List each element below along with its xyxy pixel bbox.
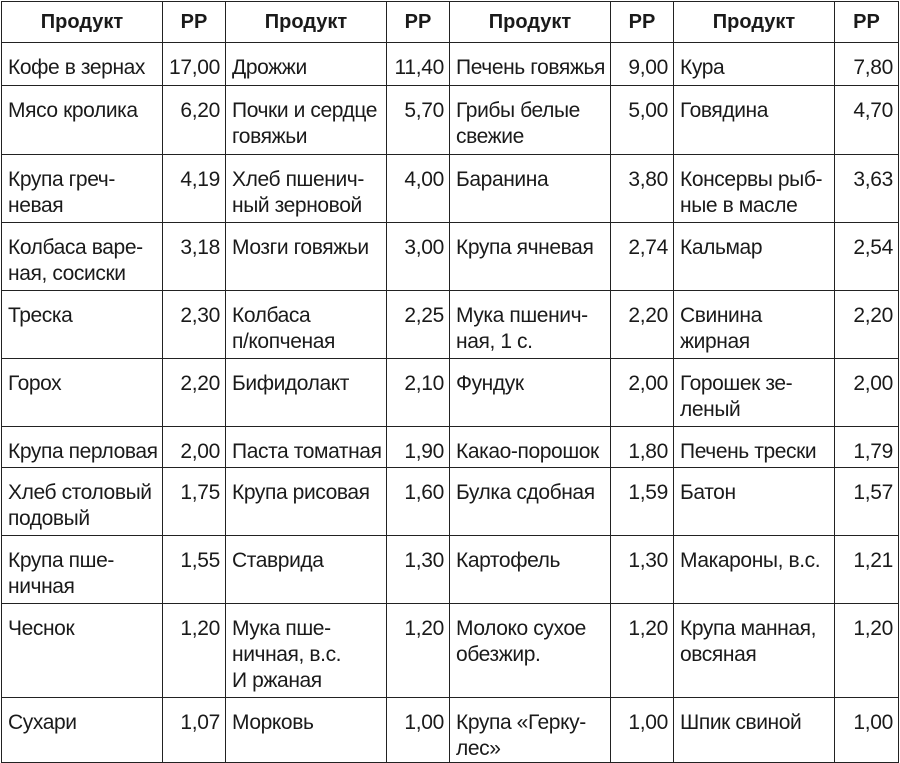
product-name: Крупа греч- невая (8, 168, 115, 217)
pp-value-cell (387, 536, 450, 604)
pp-value-cell (835, 359, 899, 427)
pp-value-cell (611, 536, 674, 604)
product-name: Крупа пше- ничная (8, 549, 114, 598)
pp-value: 1,30 (404, 549, 444, 572)
pp-value-cell (835, 223, 899, 291)
pp-value: 2,30 (180, 304, 220, 327)
pp-value-cell (835, 468, 899, 536)
pp-value-cell (163, 536, 226, 604)
product-name-cell (2, 604, 163, 698)
product-name: Шпик свиной (680, 711, 802, 734)
product-name-cell (2, 155, 163, 223)
product-name: Треска (8, 304, 73, 327)
product-name-cell (2, 223, 163, 291)
product-name-cell (450, 43, 611, 86)
product-name: Консервы рыб- ные в масле (680, 168, 823, 217)
header-row (2, 2, 899, 43)
pp-value-cell (611, 223, 674, 291)
pp-value-cell (835, 698, 899, 763)
product-name: Кальмар (680, 236, 763, 259)
pp-value-cell (387, 359, 450, 427)
pp-value: 1,21 (853, 549, 893, 572)
product-name-cell (2, 359, 163, 427)
product-name: Фундук (456, 372, 524, 395)
product-name-cell (450, 223, 611, 291)
table-row (2, 536, 899, 604)
pp-value-cell (387, 155, 450, 223)
product-name: Макароны, в.с. (680, 549, 821, 572)
product-name-cell (450, 291, 611, 359)
product-name: Грибы белые свежие (456, 99, 580, 148)
pp-value-cell (611, 427, 674, 468)
pp-value-cell (611, 155, 674, 223)
pp-value: 17,00 (168, 56, 220, 79)
pp-value: 1,20 (180, 617, 220, 640)
product-name: Мука пше- ничная, в.с. И ржаная (232, 617, 342, 692)
product-name: Ставрида (232, 549, 324, 572)
product-name-cell (226, 698, 387, 763)
table-row (2, 468, 899, 536)
pp-value: 1,00 (404, 711, 444, 734)
pp-value: 2,10 (404, 372, 444, 395)
pp-value: 1,20 (628, 617, 668, 640)
product-name: Печень трески (680, 440, 817, 463)
header-pp: РР (835, 2, 899, 43)
pp-value: 4,00 (404, 168, 444, 191)
product-name-cell (2, 86, 163, 155)
pp-value: 3,00 (404, 236, 444, 259)
pp-value-cell (387, 43, 450, 86)
header-product: Продукт (226, 2, 387, 43)
product-name-cell (226, 291, 387, 359)
product-name: Свинина жирная (680, 304, 762, 353)
header-pp: РР (163, 2, 226, 43)
product-name-cell (674, 155, 835, 223)
product-name: Мясо кролика (8, 99, 138, 122)
pp-value-cell (163, 427, 226, 468)
pp-value: 2,25 (404, 304, 444, 327)
product-name: Крупа «Герку- лес» (456, 711, 586, 760)
product-name-cell (226, 604, 387, 698)
pp-value: 1,00 (628, 711, 668, 734)
product-name-cell (226, 536, 387, 604)
product-name-cell (226, 43, 387, 86)
product-name-cell (450, 427, 611, 468)
pp-value-cell (835, 43, 899, 86)
pp-value-cell (835, 86, 899, 155)
product-name: Морковь (232, 711, 314, 734)
product-name-cell (2, 698, 163, 763)
product-name: Хлеб столовый подовый (8, 481, 152, 530)
product-name-cell (226, 86, 387, 155)
pp-value: 3,63 (853, 168, 893, 191)
product-name: Дрожжи (232, 56, 307, 79)
table-row (2, 604, 899, 698)
pp-value-cell (611, 43, 674, 86)
product-name-cell (2, 291, 163, 359)
pp-value: 1,90 (404, 440, 444, 463)
product-name-cell (450, 359, 611, 427)
pp-value-cell (163, 698, 226, 763)
pp-value: 11,40 (394, 56, 444, 79)
pp-value: 2,00 (180, 440, 220, 463)
pp-value: 2,54 (853, 236, 893, 259)
pp-value: 1,30 (628, 549, 668, 572)
product-name: Говядина (680, 99, 768, 122)
pp-value: 2,20 (180, 372, 220, 395)
table-row (2, 43, 899, 86)
pp-value: 1,79 (853, 440, 893, 463)
product-name-cell (226, 468, 387, 536)
pp-value-cell (387, 604, 450, 698)
product-name: Печень говяжья (456, 56, 605, 79)
product-name-cell (2, 536, 163, 604)
pp-value-cell (835, 291, 899, 359)
pp-value: 6,20 (180, 99, 220, 122)
product-name: Колбаса п/копченая (232, 304, 335, 353)
pp-value: 1,20 (853, 617, 893, 640)
pp-value-cell (163, 604, 226, 698)
product-name: Бифидолакт (232, 372, 349, 395)
pp-value: 1,00 (853, 711, 893, 734)
product-name: Молоко сухое обезжир. (456, 617, 586, 666)
product-name-cell (450, 604, 611, 698)
pp-value: 1,80 (628, 440, 668, 463)
pp-value: 1,75 (180, 481, 220, 504)
header-pp: РР (387, 2, 450, 43)
pp-value-cell (387, 223, 450, 291)
product-name-cell (674, 359, 835, 427)
product-name: Какао-порошок (456, 440, 599, 463)
pp-value: 4,70 (853, 99, 893, 122)
header-product: Продукт (450, 2, 611, 43)
pp-value-cell (163, 468, 226, 536)
product-name-cell (226, 223, 387, 291)
product-name-cell (226, 155, 387, 223)
product-name-cell (674, 427, 835, 468)
pp-value: 2,74 (628, 236, 668, 259)
product-name-cell (450, 155, 611, 223)
product-name: Баранина (456, 168, 549, 191)
product-name-cell (674, 291, 835, 359)
product-name-cell (2, 468, 163, 536)
product-name-cell (674, 468, 835, 536)
pp-value-cell (163, 155, 226, 223)
product-name-cell (226, 359, 387, 427)
product-name: Кура (680, 56, 725, 79)
product-name: Хлеб пшенич- ный зерновой (232, 168, 364, 217)
pp-value: 7,80 (853, 56, 893, 79)
pp-value: 2,20 (628, 304, 668, 327)
product-name: Картофель (456, 549, 561, 572)
pp-value: 2,20 (853, 304, 893, 327)
product-name: Сухари (8, 711, 77, 734)
product-name-cell (674, 86, 835, 155)
product-name: Крупа перловая (8, 440, 158, 463)
header-product: Продукт (674, 2, 835, 43)
product-name: Крупа рисовая (232, 481, 370, 504)
pp-value: 1,55 (180, 549, 220, 572)
product-name: Мука пшенич- ная, 1 с. (456, 304, 588, 353)
table-row (2, 427, 899, 468)
product-name-cell (674, 223, 835, 291)
pp-value: 1,59 (628, 481, 668, 504)
product-name-cell (674, 604, 835, 698)
product-table (1, 1, 899, 763)
pp-value-cell (163, 359, 226, 427)
product-name: Булка сдобная (456, 481, 595, 504)
pp-value: 5,00 (628, 99, 668, 122)
pp-value-cell (611, 291, 674, 359)
pp-value: 1,07 (180, 711, 220, 734)
pp-value: 9,00 (628, 56, 668, 79)
table-row (2, 291, 899, 359)
pp-value-cell (611, 359, 674, 427)
pp-value-cell (611, 698, 674, 763)
pp-value-cell (835, 604, 899, 698)
product-name-cell (674, 536, 835, 604)
pp-value: 4,19 (180, 168, 220, 191)
pp-value: 1,60 (404, 481, 444, 504)
product-name: Горошек зе- леный (680, 372, 793, 421)
pp-value-cell (387, 698, 450, 763)
pp-value-cell (387, 468, 450, 536)
pp-value-cell (611, 86, 674, 155)
product-name-cell (450, 86, 611, 155)
product-name: Крупа манная, овсяная (680, 617, 817, 666)
product-name-cell (2, 43, 163, 86)
pp-value-cell (387, 86, 450, 155)
pp-value: 2,00 (853, 372, 893, 395)
pp-value: 3,80 (628, 168, 668, 191)
product-name: Мозги говяжьи (232, 236, 369, 259)
table-row (2, 698, 899, 763)
product-name: Крупа ячневая (456, 236, 594, 259)
pp-value-cell (163, 291, 226, 359)
pp-value: 1,20 (404, 617, 444, 640)
pp-value-cell (387, 291, 450, 359)
table-row (2, 155, 899, 223)
product-name-cell (450, 698, 611, 763)
table-row (2, 359, 899, 427)
product-name: Колбаса варе- ная, сосиски (8, 236, 143, 285)
pp-value-cell (611, 468, 674, 536)
product-name: Батон (680, 481, 736, 504)
table-row (2, 86, 899, 155)
product-name-cell (226, 427, 387, 468)
header-product: Продукт (2, 2, 163, 43)
pp-value-cell (611, 604, 674, 698)
pp-value-cell (163, 223, 226, 291)
pp-value-cell (387, 427, 450, 468)
pp-value-cell (163, 86, 226, 155)
product-name-cell (450, 536, 611, 604)
product-name: Чеснок (8, 617, 75, 640)
pp-value: 3,18 (180, 236, 220, 259)
header-pp: РР (611, 2, 674, 43)
product-name-cell (450, 468, 611, 536)
product-name: Паста томатная (232, 440, 382, 463)
product-name-cell (674, 43, 835, 86)
pp-value-cell (163, 43, 226, 86)
pp-value: 1,57 (853, 481, 893, 504)
pp-value-cell (835, 155, 899, 223)
product-name: Горох (8, 372, 62, 395)
table-row (2, 223, 899, 291)
product-name: Кофе в зернах (8, 56, 146, 79)
pp-value-cell (835, 427, 899, 468)
pp-value-cell (835, 536, 899, 604)
product-name-cell (2, 427, 163, 468)
product-name: Почки и сердце говяжьи (232, 99, 378, 148)
product-name-cell (674, 698, 835, 763)
pp-value: 2,00 (628, 372, 668, 395)
pp-value: 5,70 (404, 99, 444, 122)
